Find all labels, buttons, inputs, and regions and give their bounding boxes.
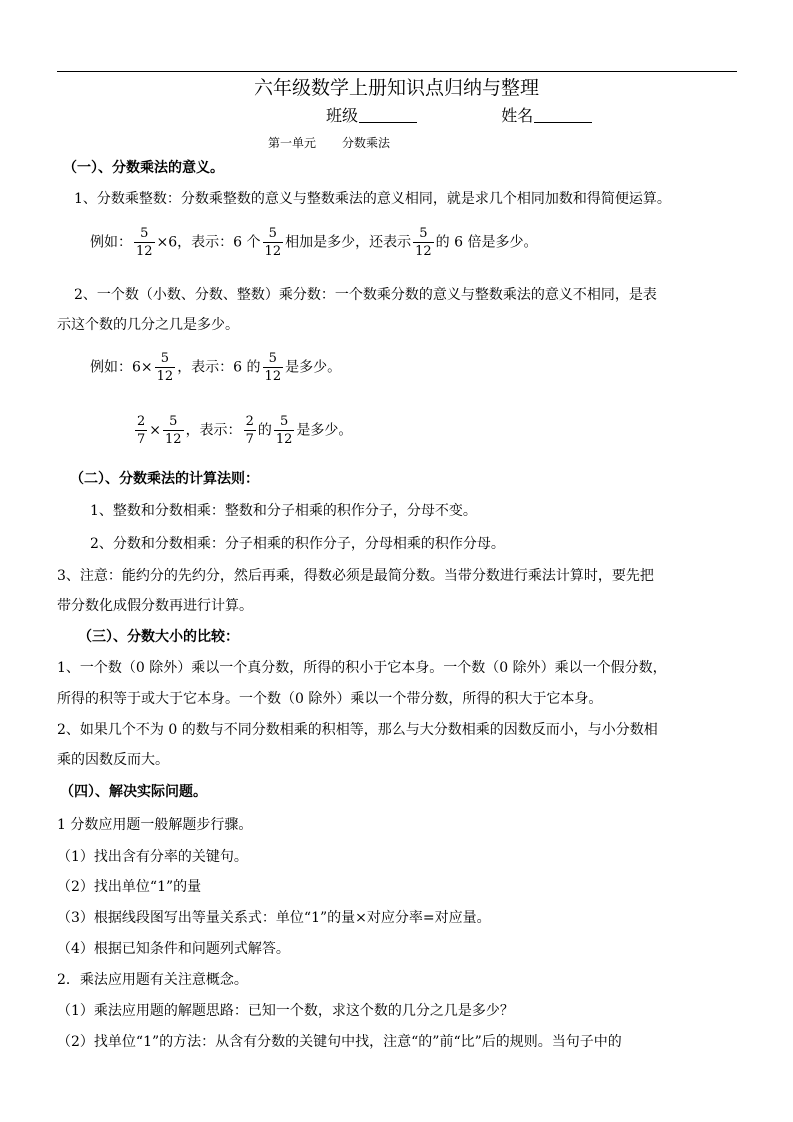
example3-line [133,413,352,448]
example3-text-d: 是多少。 [296,422,353,439]
example3-text-b: ，表示： [185,422,242,439]
fraction-2-7: $\frac{2}{7}$ [137,414,146,447]
s4-line1: 1 分数应用题一般解题步行骤。 [57,817,253,833]
unit-label: 第一单元 [268,136,317,150]
example1-text-d: 的 6 倍是多少。 [435,234,538,251]
class-name-line [326,104,592,128]
name-blank [534,104,592,123]
s4-line3: （2）找出单位“1”的量 [57,879,202,895]
s4-line2: （1）找出含有分率的关键句。 [57,849,248,865]
fraction-5-12: $\frac{5}{12}$ [165,414,182,447]
example1-text-c: 相加是多少，还表示 [285,234,412,251]
example3-text-c: 的 [257,422,272,439]
example1-prefix: 例如： [90,234,132,251]
example2-prefix: 例如：6× [90,359,153,376]
s1-para1: 1、分数乘整数：分数乘整数的意义与整数乘法的意义相同，就是求几个相同加数和得简便运算。 [74,191,671,207]
fraction-5-12: $\frac{5}{12}$ [264,351,282,384]
s3-line2a: 2、如果几个不为 0 的数与不同分数相乘的积相等，那么与大分数相乘的因数反而小，与小分数相 [57,722,658,738]
s2-line2: 2、分数和分数相乘：分子相乘的积作分子，分母相乘的积作分母。 [90,536,505,552]
unit-name: 分数乘法 [342,136,391,150]
example2-line [90,350,341,385]
example1-line [90,225,537,260]
s4-line7: （1）乘法应用题的解题思路：已知一个数，求这个数的几分之几是多少？ [57,1003,514,1019]
section3-heading: （三）、分数大小的比较： [78,629,239,645]
s4-line6: 2．乘法应用题有关注意概念。 [57,972,248,988]
class-blank [359,104,417,123]
unit-heading [268,134,390,152]
s4-line5: （4）根据已知条件和问题列式解答。 [57,941,290,957]
s3-line1a: 1、一个数（0 除外）乘以一个真分数，所得的积小于它本身。一个数（0 除外）乘以一个假分数， [57,660,667,676]
fraction-5-12: $\frac{5}{12}$ [415,226,432,259]
fraction-5-12: $\frac{5}{12}$ [264,226,282,259]
header-rule [57,71,737,72]
s3-line2b: 乘的因数反而大。 [57,752,169,768]
section2-heading: （二）、分数乘法的计算法则： [70,471,259,487]
s2-line3b: 带分数化成假分数再进行计算。 [57,598,253,614]
s1-para2-line2: 示这个数的几分之几是多少。 [57,317,239,333]
example2-text-c: 是多少。 [285,359,342,376]
fraction-5-12: $\frac{5}{12}$ [136,226,153,259]
section1-heading: （一）、分数乘法的意义。 [63,160,224,176]
document-title: 六年级数学上册知识点归纳与整理 [253,77,539,99]
fraction-2-7: $\frac{2}{7}$ [245,414,254,447]
example1-text-b: ×6，表示：6 个 [156,234,261,251]
s4-line8: （2）找单位“1”的方法：从含有分数的关键句中找，注意“的”前“比”后的规则。当句子中的 [57,1034,622,1050]
example2-text-b: ，表示：6 的 [177,359,261,376]
s3-line1b: 所得的积等于或大于它本身。一个数（0 除外）乘以一个带分数，所得的积大于它本身。 [57,691,603,707]
s2-line3a: 3、注意：能约分的先约分，然后再乘，得数必须是最简分数。当带分数进行乘法计算时，要先把 [57,568,654,584]
example3-text-a: × [149,422,162,439]
s1-para2-line1: 2、一个数（小数、分数、整数）乘分数：一个数乘分数的意义与整数乘法的意义不相同，是表 [74,287,657,303]
class-label: 班级 [326,106,359,125]
s4-line4: （3）根据线段图写出等量关系式：单位“1”的量×对应分率=对应量。 [57,910,491,926]
fraction-5-12: $\frac{5}{12}$ [275,414,293,447]
name-label: 姓名 [501,106,534,125]
s2-line1: 1、整数和分数相乘：整数和分子相乘的积作分子，分母不变。 [90,503,477,519]
section4-heading: （四）、解决实际问题。 [60,784,207,800]
fraction-5-12: $\frac{5}{12}$ [156,351,174,384]
